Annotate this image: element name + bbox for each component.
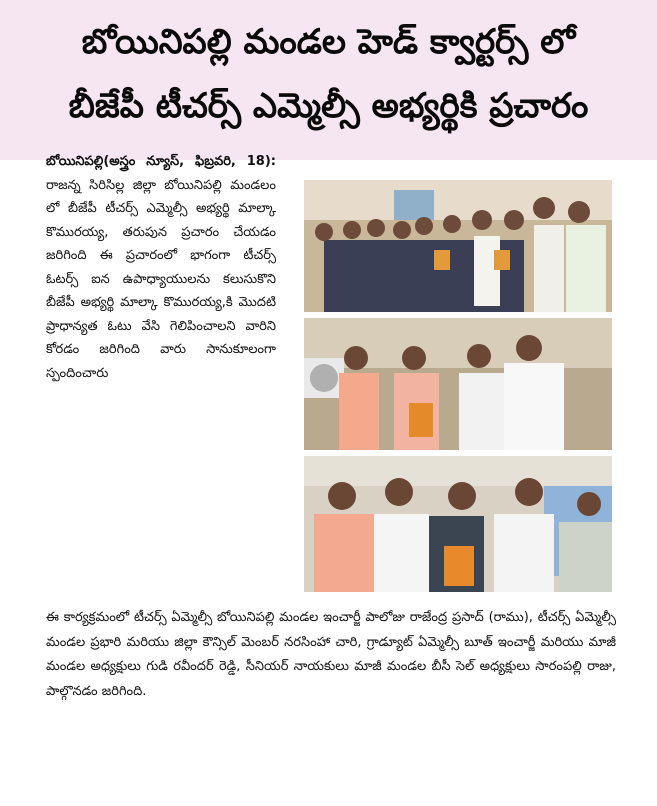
article-column-text: రాజన్న సిరిసిల్ల జిల్లా బోయినిపల్లి మండలం లో బీజేపీ టీచర్స్ ఎమ్మెల్సీ అభ్యర్థి మాల్కా కొమురయ్య, తరుపున ప్రచారం చేయడం జరిగింది ఈ ప్రచారంలో భాగంగా టీచర్స్ ఓటర్స్ ఐన ఉపాధ్యాయులను కలుసుకొని బీజేపీ అభ్యర్థి మాల్కా కొమురయ్య,కి మొదటి ప్రాధాన్యత ఓటు వేసి గెలిపించాలని వారిని కోరడం జరిగింది వారు సానుకూలంగా స్పందించారు <box>46 177 276 381</box>
article-column <box>46 150 276 385</box>
photo-greeting-teachers <box>304 456 612 592</box>
headline-line-1: బోయినిపల్లి మండల హెడ్ క్వార్టర్స్ లో <box>81 22 576 62</box>
photo-strip <box>289 170 628 600</box>
dateline: బోయినిపల్లి(అస్త్రం న్యూస్, ఫిబ్రవరి, 18): <box>46 154 276 169</box>
photo-group-meeting <box>304 180 612 312</box>
headline-line-2: బీజేపీ టీచర్స్ ఎమ్మెల్సీ అభ్యర్థికి ప్రచారం <box>68 86 589 126</box>
photo-handing-pamphlet <box>304 318 612 450</box>
headline-banner <box>0 0 657 160</box>
article-continuation <box>46 606 616 704</box>
article-wide-text: ఈ కార్యక్రమంలో టీచర్స్ ఏమ్మెల్సీ బోయినిపల్లి మండల ఇంచార్జీ పాలోజు రాజేంద్ర ప్రసాద్ (రాము), టీచర్స్ ఏమ్మెల్సీ మండల ప్రభారి మరియు జిల్లా కౌన్సిల్ మెంబర్ నరసింహా చారి, గ్రాడ్యూట్ ఏమ్మెల్సీ బూత్ ఇంచార్జీ మరియు మాజీ మండల అధ్యక్షులు గుడి రవీందర్ రెడ్డి, సీనియర్ నాయకులు మాజీ మండల బీసీ సెల్ అధ్యక్షులు సారంపల్లి రాజు, పాల్గొనడం జరిగింది. <box>46 610 616 699</box>
